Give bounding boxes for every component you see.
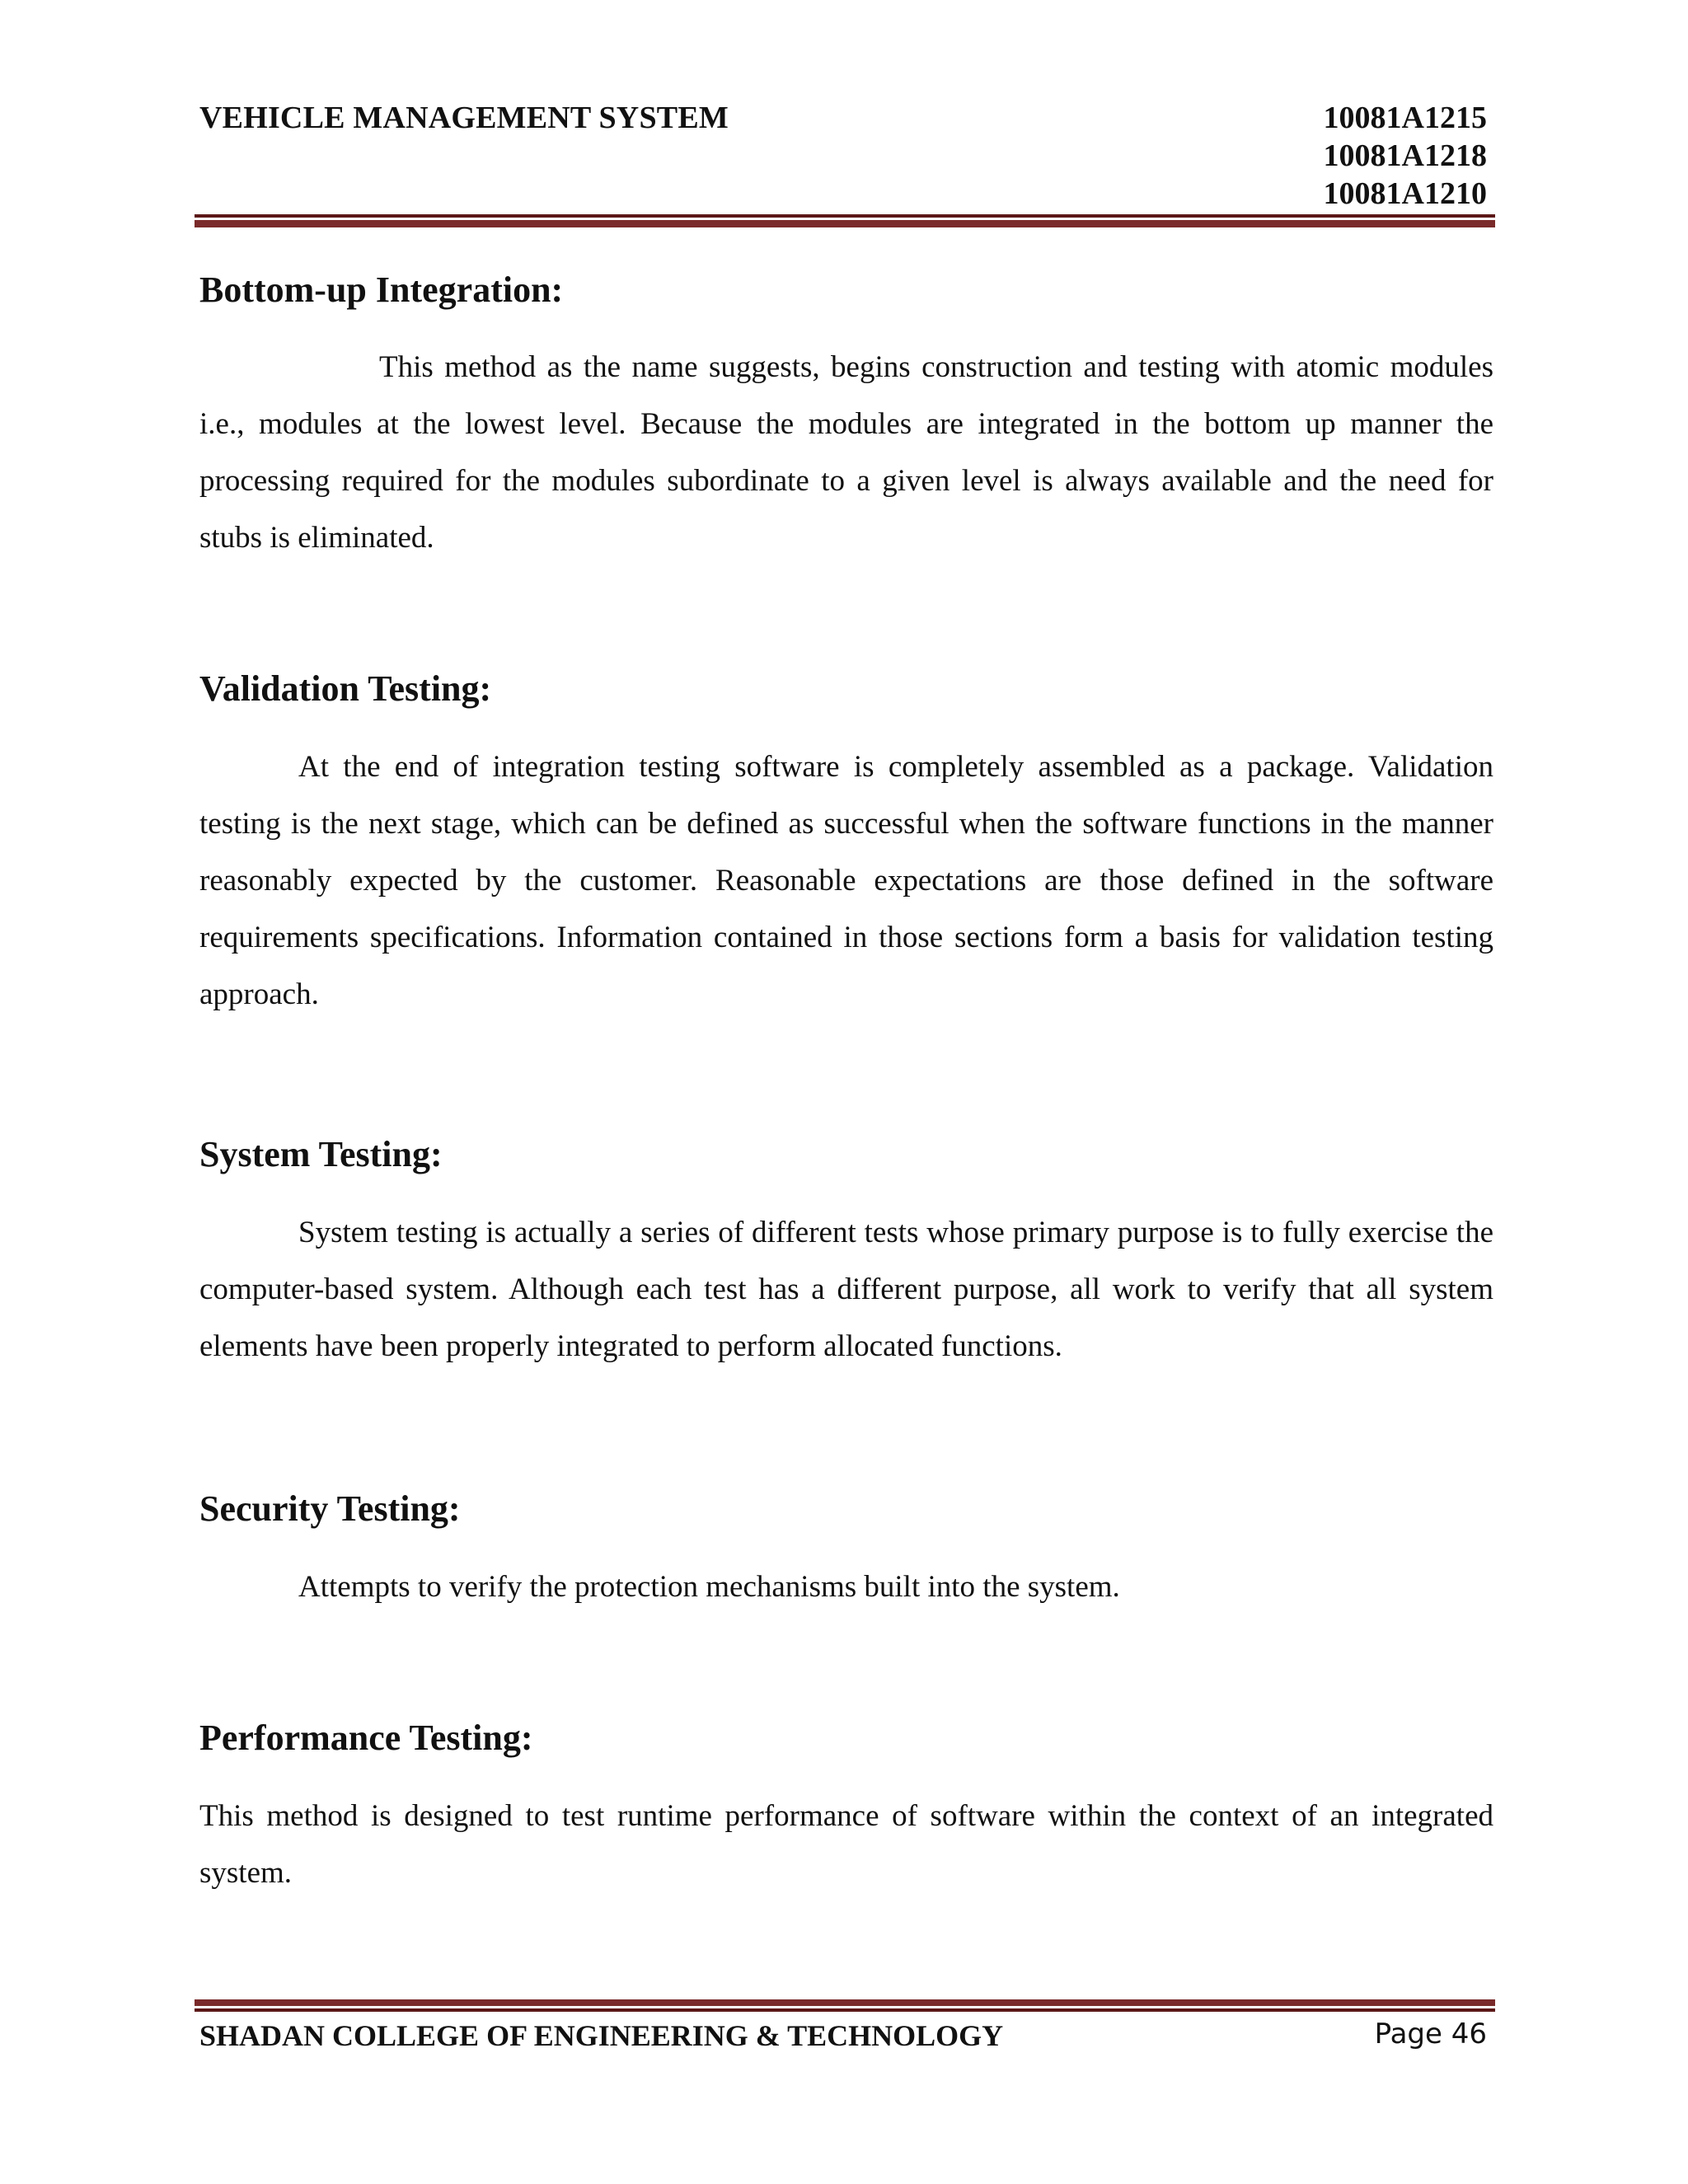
section-heading-security-testing: Security Testing: xyxy=(199,1488,461,1529)
section-paragraph-bottom-up-integration: This method as the name suggests, begins construction and testing with atomic modules i.e., modules at the lowest level. Because the modules are integrated in the bottom up manner the processing required for the modules subordinate to a given level is always available and the need for stubs is eliminated. xyxy=(199,350,1493,555)
section-paragraph-validation-testing: At the end of integration testing software is completely assembled as a package. Validation testing is the next stage, which can be defined as successful when the software functions in the manner reasonably expected by the customer. Reasonable expectations are those defined in the software requirements specifications. Information contained in those sections form a basis for validation testing approach. xyxy=(199,750,1493,1011)
footer-rule xyxy=(195,1999,1495,2012)
section-paragraph-system-testing: System testing is actually a series of different tests whose primary purpose is to fully exercise the computer-based system. Although each test has a different purpose, all work to verify that all system elements have been properly integrated to perform allocated functions. xyxy=(199,1216,1493,1363)
institution-name: SHADAN COLLEGE OF ENGINEERING & TECHNOLOGY xyxy=(199,2019,1004,2052)
student-id: 10081A1210 xyxy=(1323,176,1487,211)
student-id: 10081A1218 xyxy=(1323,138,1487,173)
document-title: VEHICLE MANAGEMENT SYSTEM xyxy=(199,101,729,135)
section-heading-validation-testing: Validation Testing: xyxy=(199,668,492,709)
section-paragraph-performance-testing: This method is designed to test runtime performance of software within the context of an integrated system. xyxy=(199,1799,1493,1890)
section-paragraph-security-testing: Attempts to verify the protection mechanisms built into the system. xyxy=(298,1570,1120,1604)
section-heading-performance-testing: Performance Testing: xyxy=(199,1718,533,1758)
student-ids xyxy=(1324,99,1487,213)
header-rule xyxy=(195,214,1495,227)
section-heading-bottom-up-integration: Bottom-up Integration: xyxy=(199,269,564,310)
student-id: 10081A1215 xyxy=(1323,101,1487,135)
page-number: Page 46 xyxy=(1374,2018,1487,2050)
section-heading-system-testing: System Testing: xyxy=(199,1134,443,1174)
